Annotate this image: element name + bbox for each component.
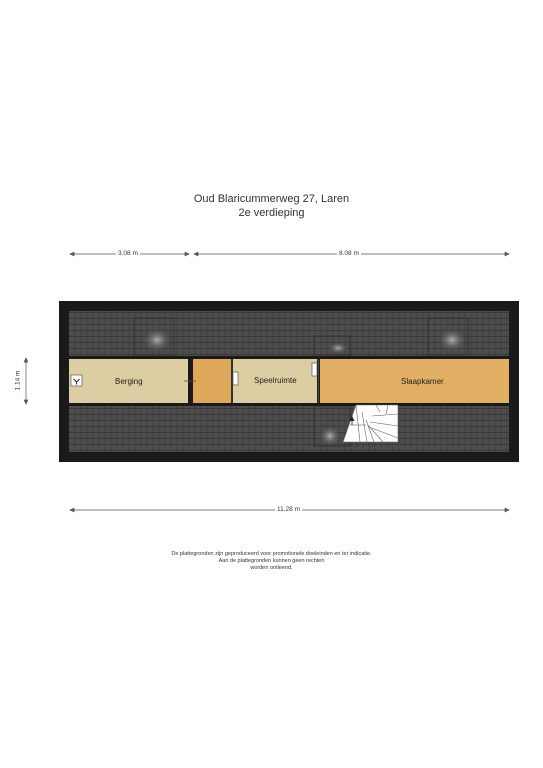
skylight-glow <box>328 342 348 354</box>
roof-bottom <box>69 406 509 452</box>
floor-subtitle: 2e verdieping <box>238 207 305 219</box>
disclaimer-line: Aan de plattegronden kunnen geen rechten <box>218 558 325 564</box>
room-label-slaapkamer: Slaapkamer <box>401 377 444 386</box>
radiator <box>312 363 317 376</box>
dimension-label-top-right: 8.08 m <box>339 250 359 257</box>
disclaimer-line: worden ontleend. <box>250 565 293 571</box>
disclaimer-line: De plattegronden zijn geproduceerd voor promotionele doeleinden en ter indicatie. <box>171 551 372 557</box>
disclaimer <box>0 551 543 572</box>
radiator <box>233 372 238 385</box>
skylight-glow <box>143 328 171 352</box>
room-label-speelruimte: Speelruimte <box>254 376 297 385</box>
dimension-height <box>24 358 28 404</box>
room-hallway <box>193 359 231 403</box>
dimension-label-bottom-total: 11.28 m <box>277 506 301 513</box>
skylight-glow <box>319 426 341 446</box>
skylight-glow <box>438 328 466 352</box>
room-label-berging: Berging <box>115 377 143 386</box>
page-title: Oud Blaricummerweg 27, Laren <box>193 193 350 205</box>
dimension-label-top-left: 3.08 m <box>118 250 138 257</box>
dimension-label-height: 1.14 m <box>14 370 22 391</box>
